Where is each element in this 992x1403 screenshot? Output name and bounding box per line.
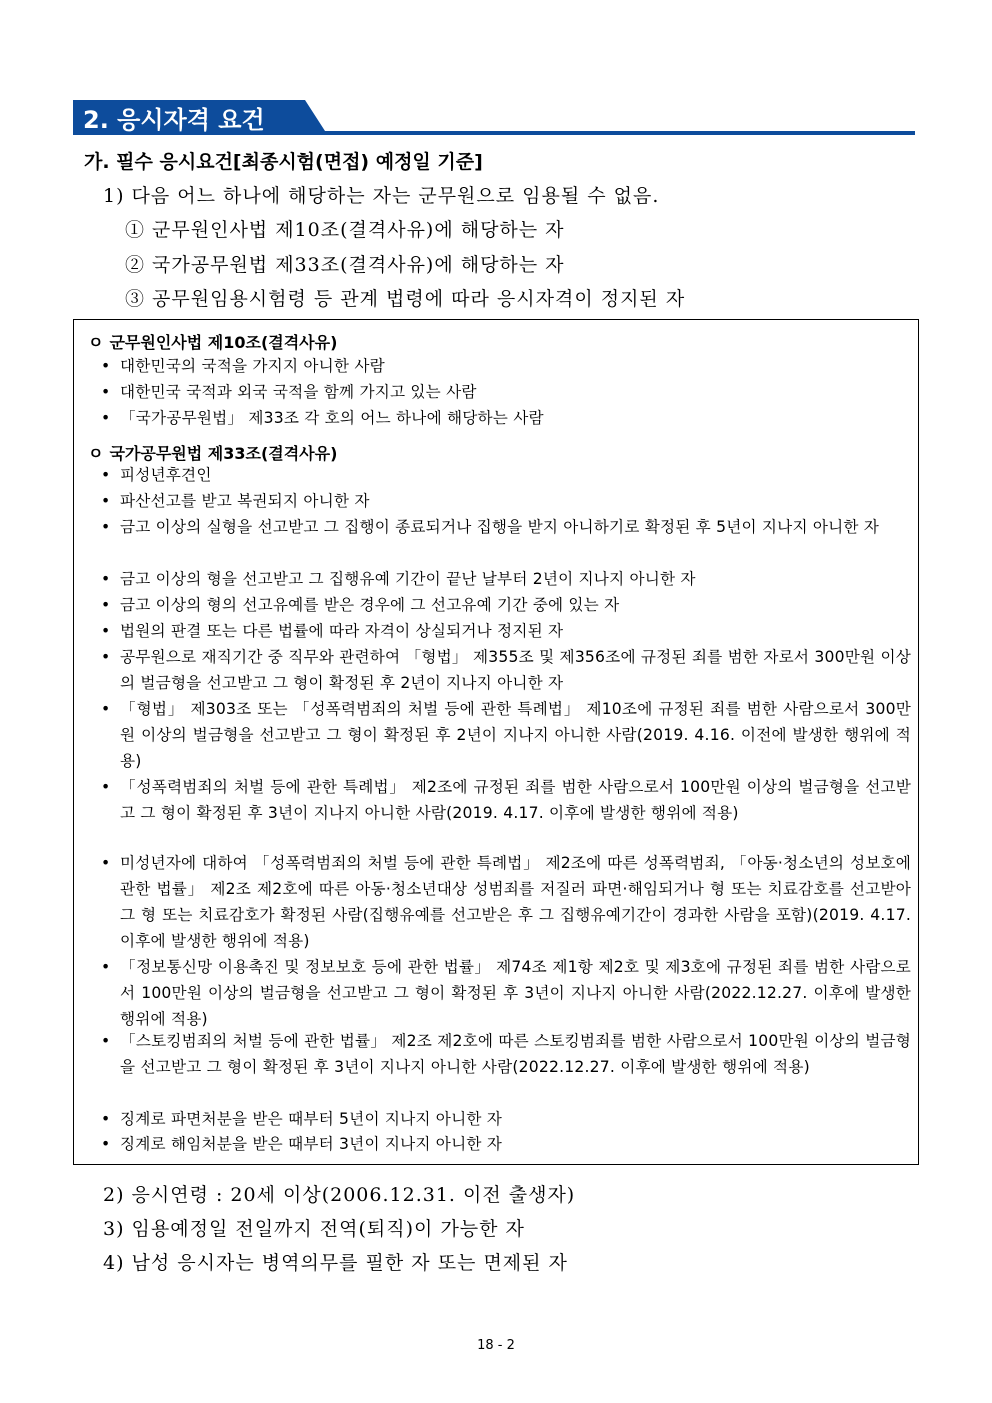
requirement-1-sub-2: ② 국가공무원법 제33조(결격사유)에 해당하는 자 <box>125 254 565 276</box>
list-item: • 금고 이상의 실형을 선고받고 그 집행이 종료되거나 집행을 받지 아니하기로 확정된 후 5년이 지나지 아니한 자 <box>101 514 911 540</box>
box-heading-military-act <box>88 330 337 353</box>
bullet-icon: • <box>101 1110 111 1128</box>
list-item: • 대한민국의 국적을 가지지 아니한 사람 <box>101 353 911 379</box>
circle-bullet-icon: ㅇ <box>88 444 104 463</box>
list-item: • 대한민국 국적과 외국 국적을 함께 가지고 있는 사람 <box>101 379 911 405</box>
page-number: 18 - 2 <box>477 1338 515 1353</box>
bullet-icon: • <box>101 409 111 427</box>
box-heading-text: 군무원인사법 제10조(결격사유) <box>109 333 338 352</box>
requirement-2: 2) 응시연령 : 20세 이상(2006.12.31. 이전 출생자) <box>103 1184 576 1206</box>
bullet-icon: • <box>101 1135 111 1153</box>
list-item: • 「스토킹범죄의 처벌 등에 관한 법률」 제2조 제2호에 따른 스토킹범죄를 범한 사람으로서 100만원 이상의 벌금형을 선고받고 그 형이 확정된 후 3년이 지나지 아니한 사람(2022.12.27. 이후에 발생한 행위에 적용) <box>101 1028 911 1080</box>
section-title: 2. 응시자격 요건 <box>83 106 265 134</box>
list-item: • 금고 이상의 형의 선고유예를 받은 경우에 그 선고유예 기간 중에 있는 자 <box>101 592 911 618</box>
list-item: • 파산선고를 받고 복권되지 아니한 자 <box>101 488 911 514</box>
box-heading-text: 국가공무원법 제33조(결격사유) <box>109 444 338 463</box>
list-item: • 공무원으로 재직기간 중 직무와 관련하여 「형법」 제355조 및 제356조에 규정된 죄를 범한 자로서 300만원 이상의 벌금형을 선고받고 그 형이 확정된 후 2년이 지나지 아니한 자 <box>101 644 911 696</box>
requirement-1-sub-1: ① 군무원인사법 제10조(결격사유)에 해당하는 자 <box>125 219 565 241</box>
subheading: 가. 필수 응시요건[최종시험(면접) 예정일 기준] <box>84 151 483 173</box>
bullet-icon: • <box>101 383 111 401</box>
list-item: • 징계로 파면처분을 받은 때부터 5년이 지나지 아니한 자 <box>101 1106 911 1132</box>
section-header <box>73 97 915 139</box>
bullet-icon: • <box>101 622 111 640</box>
bullet-icon: • <box>101 648 111 666</box>
list-item: • 미성년자에 대하여 「성폭력범죄의 처벌 등에 관한 특례법」 제2조에 따른 성폭력범죄, 「아동·청소년의 성보호에 관한 법률」 제2조 제2호에 따른 아동·청소년대상 성범죄를 저질러 파면·해임되거나 형 또는 치료감호를 선고받아 그 형 또는 치료감호가 확정된 사람(집행유예를 선고받은 후 그 집행유예기간이 경과한 사람을 포함)(2019. 4.17. 이후에 발생한 행위에 적용) <box>101 850 911 954</box>
requirement-1: 1) 다음 어느 하나에 해당하는 자는 군무원으로 임용될 수 없음. <box>103 185 660 207</box>
list-item: • 금고 이상의 형을 선고받고 그 집행유예 기간이 끝난 날부터 2년이 지나지 아니한 자 <box>101 566 911 592</box>
circle-bullet-icon: ㅇ <box>88 333 104 352</box>
bullet-icon: • <box>101 596 111 614</box>
list-item: • 「국가공무원법」 제33조 각 호의 어느 하나에 해당하는 사람 <box>101 405 911 431</box>
bullet-icon: • <box>101 570 111 588</box>
bullet-icon: • <box>101 518 111 536</box>
bullet-icon: • <box>101 854 111 872</box>
requirement-1-sub-3: ③ 공무원임용시험령 등 관계 법령에 따라 응시자격이 정지된 자 <box>125 288 686 310</box>
bullet-icon: • <box>101 958 111 976</box>
bullet-icon: • <box>101 357 111 375</box>
requirement-3: 3) 임용예정일 전일까지 전역(퇴직)이 가능한 자 <box>103 1218 525 1240</box>
box-heading-civil-service-act <box>88 441 337 464</box>
list-item: • 「정보통신망 이용촉진 및 정보보호 등에 관한 법률」 제74조 제1항 제2호 및 제3호에 규정된 죄를 범한 사람으로서 100만원 이상의 벌금형을 선고받고 그 형이 확정된 후 3년이 지나지 아니한 사람(2022.12.27. 이후에 발생한 행위에 적용) <box>101 954 911 1032</box>
list-item: • 「성폭력범죄의 처벌 등에 관한 특례법」 제2조에 규정된 죄를 범한 사람으로서 100만원 이상의 벌금형을 선고받고 그 형이 확정된 후 3년이 지나지 아니한 사람(2019. 4.17. 이후에 발생한 행위에 적용) <box>101 774 911 826</box>
bullet-icon: • <box>101 700 111 718</box>
bullet-icon: • <box>101 466 111 484</box>
list-item: • 법원의 판결 또는 다른 법률에 따라 자격이 상실되거나 정지된 자 <box>101 618 911 644</box>
list-item: • 징계로 해임처분을 받은 때부터 3년이 지나지 아니한 자 <box>101 1131 911 1157</box>
bullet-icon: • <box>101 778 111 796</box>
requirement-4: 4) 남성 응시자는 병역의무를 필한 자 또는 면제된 자 <box>103 1252 568 1274</box>
list-item: • 「형법」 제303조 또는 「성폭력범죄의 처벌 등에 관한 특례법」 제10조에 규정된 죄를 범한 사람으로서 300만원 이상의 벌금형을 선고받고 그 형이 확정된 후 2년이 지나지 아니한 사람(2019. 4.16. 이전에 발생한 행위에 적용) <box>101 696 911 774</box>
bullet-icon: • <box>101 1032 111 1050</box>
list-item: • 피성년후견인 <box>101 462 911 488</box>
disqualification-box <box>73 319 919 1165</box>
bullet-icon: • <box>101 492 111 510</box>
